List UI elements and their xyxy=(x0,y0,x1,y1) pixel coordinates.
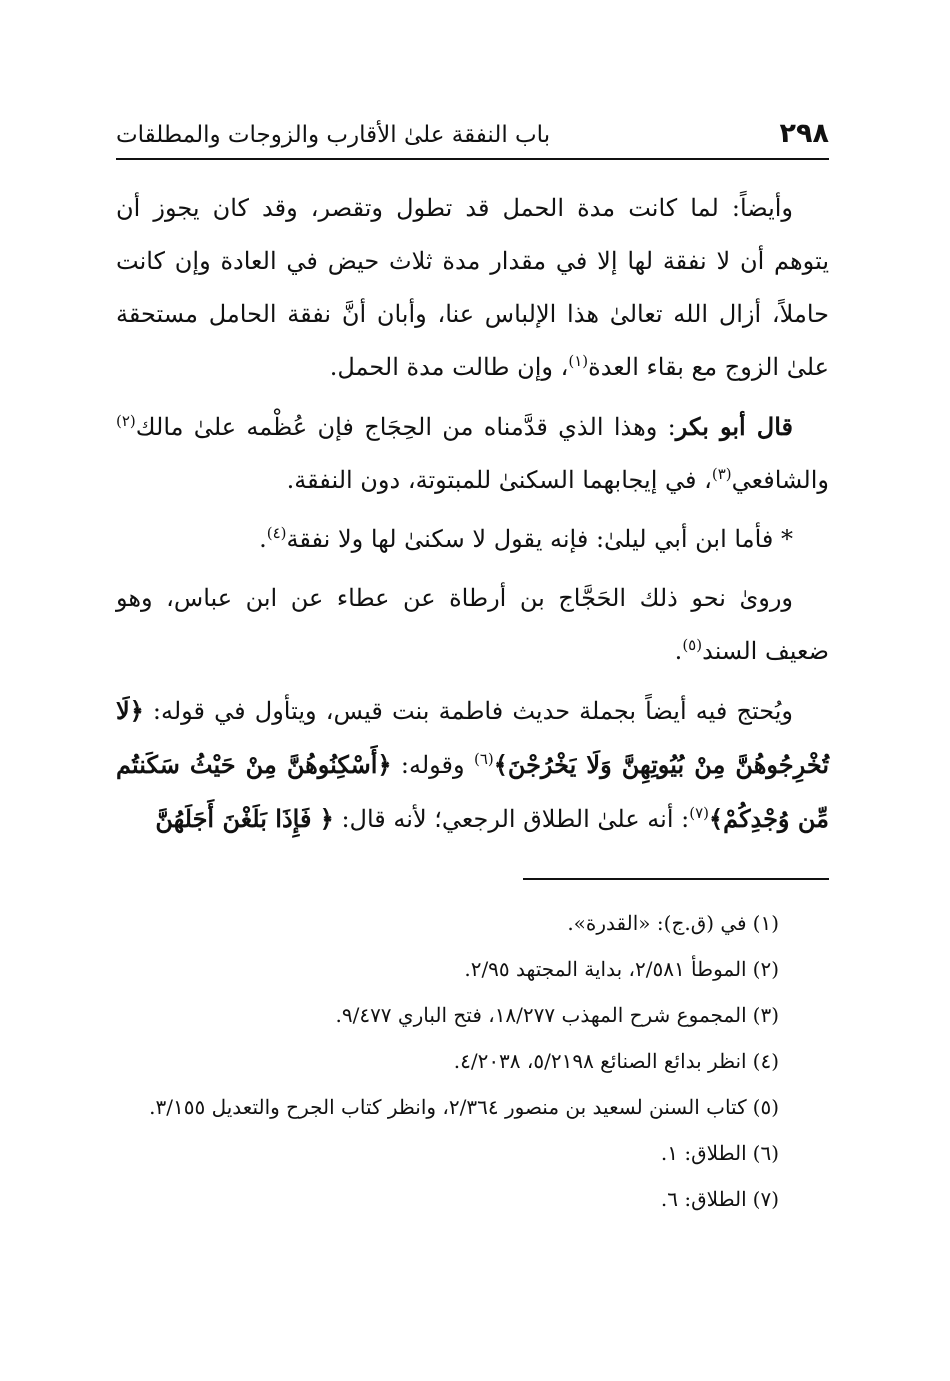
footnote-ref-2[interactable]: (٢) xyxy=(116,412,136,430)
footnotes xyxy=(116,900,829,1222)
quran-verse-1: ﴿لَا تُخْرِجُوهُنَّ مِنْ بُيُوتِهِنَّ وَلَا يَخْرُجْنَ﴾ xyxy=(116,696,829,779)
footnote-1: (١)في (ق.ج): «القدرة». xyxy=(567,911,779,935)
footnote-divider xyxy=(523,878,829,880)
quran-verse-3: ﴿ فَإِذَا بَلَغْنَ أَجَلَهُنَّ xyxy=(155,804,334,833)
footnote-2: (٢)الموطأ ٢/٥٨١، بداية المجتهد ٢/٩٥. xyxy=(464,957,779,981)
quran-verse-2: ﴿أَسْكِنُوهُنَّ مِنْ حَيْثُ سَكَنتُم مِّن وُجْدِكُمْ﴾ xyxy=(116,750,829,833)
footnote-5: (٥)كتاب السنن لسعيد بن منصور ٢/٣٦٤، وانظر كتاب الجرح والتعديل ٣/١٥٥. xyxy=(149,1095,779,1119)
footnote-ref-3[interactable]: (٣) xyxy=(711,465,732,483)
page-number: ٢٩٨ xyxy=(779,118,829,149)
main-text xyxy=(116,182,829,852)
paragraph-3: * فأما ابن أبي ليلىٰ: فإنه يقول لا سكنىٰ لها ولا نفقة$^{(٤)}$. xyxy=(259,524,793,553)
speaker-name: قال أبو بكر xyxy=(675,412,793,441)
paragraph-2: قال أبو بكر: وهذا الذي قدَّمناه من الحِجَاج فإن عُظْمه علىٰ مالك$^{(٢)}$ والشافعي$^{(٣)}$، في إيجابهما السكنىٰ للمبتوتة، دون النفقة. xyxy=(116,412,829,494)
footnote-ref-5[interactable]: (٥) xyxy=(682,636,703,654)
paragraph-5: ويُحتج فيه أيضاً بجملة حديث فاطمة بنت قيس، ويتأول في قوله: ﴿لَا تُخْرِجُوهُنَّ مِنْ بُيُوتِهِنَّ وَلَا يَخْرُجْنَ﴾$^{(٦)}$ وقوله: ﴿أَسْكِنُوهُنَّ مِنْ حَيْثُ سَكَنتُم مِّن وُجْدِكُمْ﴾$^{(٧)}$: أنه علىٰ الطلاق الرجعي؛ لأنه قال: ﴿ فَإِذَا بَلَغْنَ أَجَلَهُنَّ xyxy=(116,696,829,833)
footnote-3: (٣)المجموع شرح المهذب ١٨/٢٧٧، فتح الباري ٩/٤٧٧. xyxy=(335,1003,779,1027)
footnote-4: (٤)انظر بدائع الصنائع ٥/٢١٩٨، ٤/٢٠٣٨. xyxy=(453,1049,779,1073)
footnote-ref-1[interactable]: (١) xyxy=(568,352,589,370)
footnote-ref-7[interactable]: (٧) xyxy=(689,804,710,822)
running-title: باب النفقة علىٰ الأقارب والزوجات والمطلقات xyxy=(116,122,551,148)
page-header xyxy=(116,110,829,160)
paragraph-4: وروىٰ نحو ذلك الحَجَّاج بن أرطاة عن عطاء عن ابن عباس، وهو ضعيف السند$^{(٥)}$. xyxy=(116,584,829,665)
footnote-7: (٧)الطلاق: ٦. xyxy=(660,1187,779,1211)
footnote-ref-6[interactable]: (٦) xyxy=(473,750,494,768)
paragraph-1: وأيضاً: لما كانت مدة الحمل قد تطول وتقصر، وقد كان يجوز أن يتوهم أن لا نفقة لها إلا في مقدار مدة ثلاث حيض في العادة وإن كانت حاملاً، أزال الله تعالىٰ هذا الإلباس عنا، وأبان أنَّ نفقة الحامل مستحقة علىٰ الزوج مع بقاء العدة$^{(١)}$، وإن طالت مدة الحمل. xyxy=(116,194,829,381)
footnote-6: (٦)الطلاق: ١. xyxy=(660,1141,779,1165)
footnote-ref-4[interactable]: (٤) xyxy=(266,524,287,542)
